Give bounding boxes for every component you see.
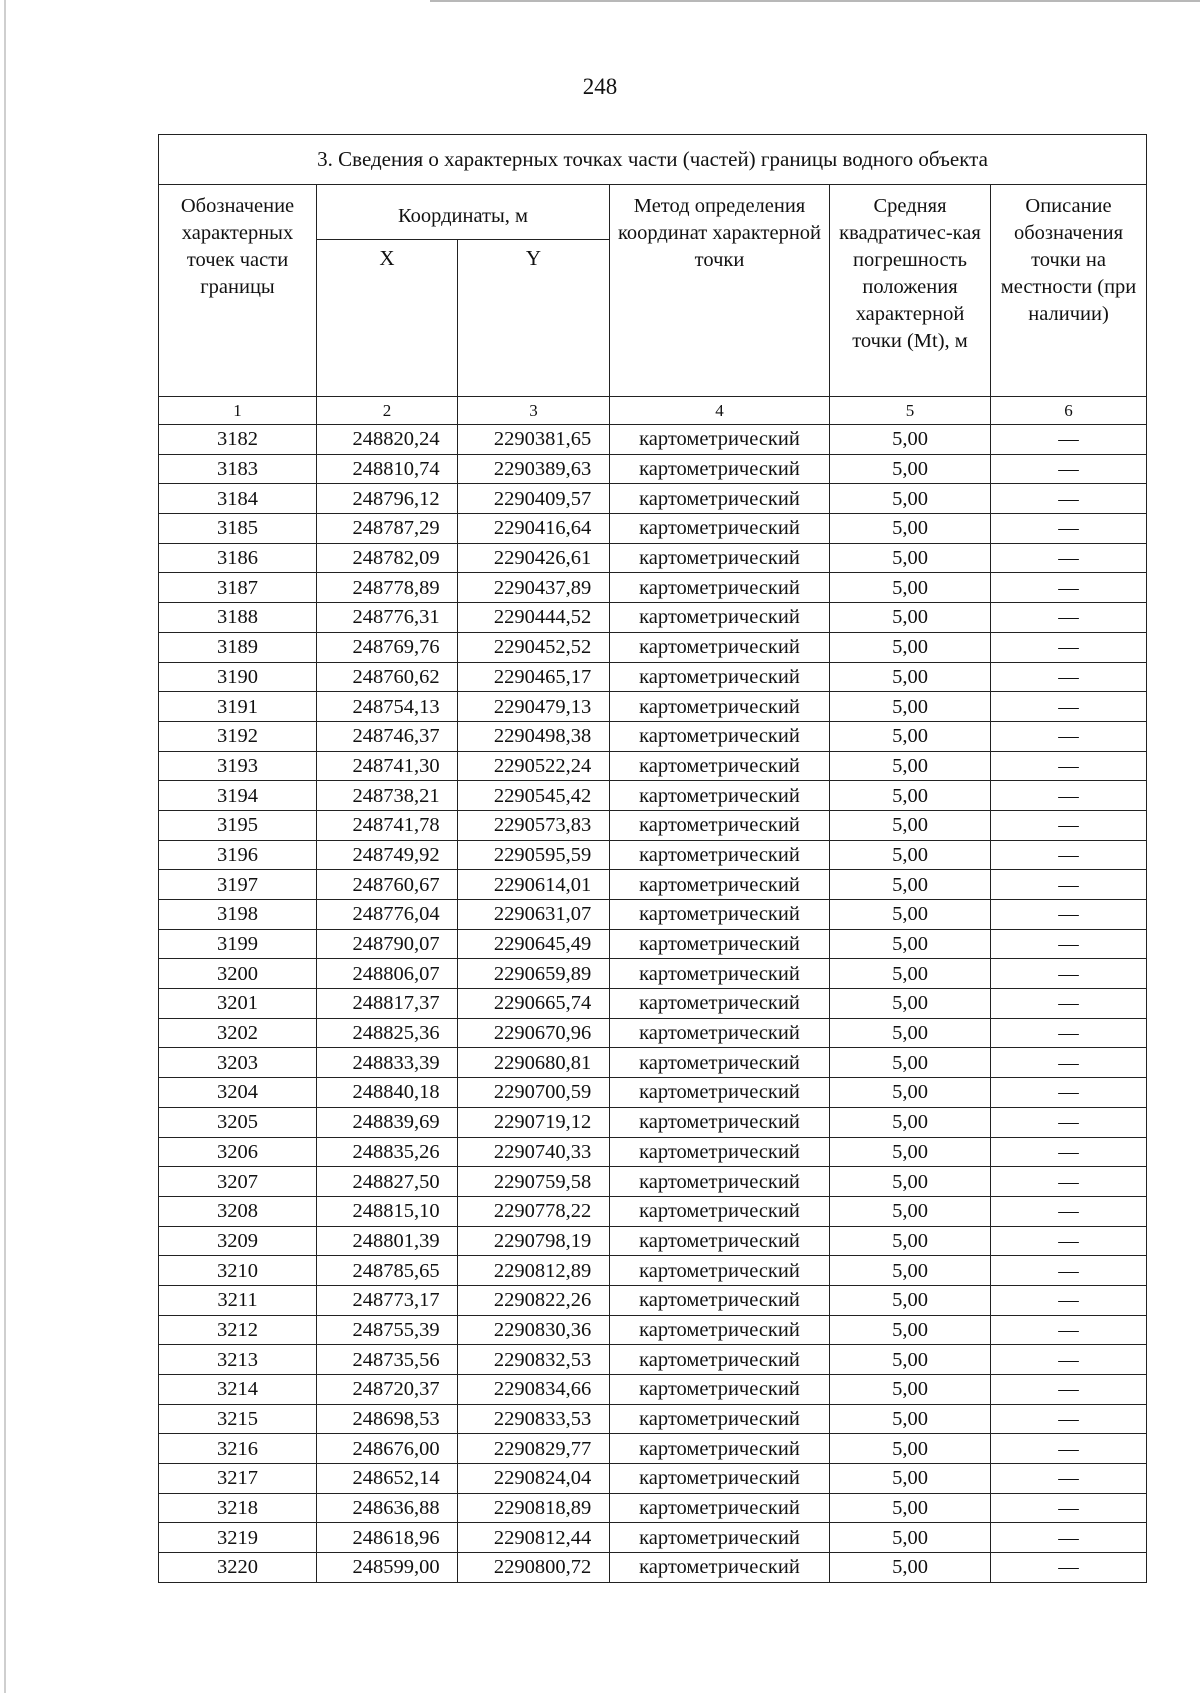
y-coordinate-cell: 2290389,63	[458, 454, 610, 484]
method-cell: картометрический	[610, 1285, 830, 1315]
method-cell: картометрический	[610, 484, 830, 514]
y-coordinate-cell: 2290759,58	[458, 1167, 610, 1197]
description-cell: —	[991, 1256, 1147, 1286]
table-row	[159, 1404, 1147, 1434]
method-cell: картометрический	[610, 1048, 830, 1078]
y-coordinate-cell: 2290829,77	[458, 1434, 610, 1464]
description-cell: —	[991, 1434, 1147, 1464]
point-id-cell: 3186	[159, 543, 317, 573]
description-cell: —	[991, 751, 1147, 781]
x-coordinate-cell: 248839,69	[317, 1107, 458, 1137]
description-cell: —	[991, 840, 1147, 870]
error-cell: 5,00	[830, 1553, 991, 1583]
table-row	[159, 1137, 1147, 1167]
method-cell: картометрический	[610, 1434, 830, 1464]
x-coordinate-cell: 248817,37	[317, 989, 458, 1019]
method-cell: картометрический	[610, 1107, 830, 1137]
description-cell: —	[991, 989, 1147, 1019]
error-cell: 5,00	[830, 1404, 991, 1434]
description-cell: —	[991, 1523, 1147, 1553]
table-row	[159, 1078, 1147, 1108]
error-cell: 5,00	[830, 425, 991, 455]
method-cell: картометрический	[610, 959, 830, 989]
point-id-cell: 3201	[159, 989, 317, 1019]
table-row	[159, 632, 1147, 662]
method-cell: картометрический	[610, 1315, 830, 1345]
y-coordinate-cell: 2290670,96	[458, 1018, 610, 1048]
error-cell: 5,00	[830, 1048, 991, 1078]
method-cell: картометрический	[610, 662, 830, 692]
error-cell: 5,00	[830, 870, 991, 900]
error-cell: 5,00	[830, 1137, 991, 1167]
method-cell: картометрический	[610, 751, 830, 781]
header-coordinates: Координаты, м	[317, 185, 610, 240]
point-id-cell: 3189	[159, 632, 317, 662]
header-designation: Обозначение характерных точек части границы	[159, 185, 317, 397]
method-cell: картометрический	[610, 929, 830, 959]
point-id-cell: 3209	[159, 1226, 317, 1256]
description-cell: —	[991, 1404, 1147, 1434]
y-coordinate-cell: 2290800,72	[458, 1553, 610, 1583]
y-coordinate-cell: 2290595,59	[458, 840, 610, 870]
description-cell: —	[991, 721, 1147, 751]
description-cell: —	[991, 454, 1147, 484]
y-coordinate-cell: 2290834,66	[458, 1375, 610, 1405]
method-cell: картометрический	[610, 900, 830, 930]
point-id-cell: 3219	[159, 1523, 317, 1553]
method-cell: картометрический	[610, 1256, 830, 1286]
error-cell: 5,00	[830, 1256, 991, 1286]
description-cell: —	[991, 1315, 1147, 1345]
point-id-cell: 3183	[159, 454, 317, 484]
point-id-cell: 3195	[159, 810, 317, 840]
description-cell: —	[991, 1137, 1147, 1167]
column-number: 2	[317, 397, 458, 425]
error-cell: 5,00	[830, 1315, 991, 1345]
x-coordinate-cell: 248835,26	[317, 1137, 458, 1167]
table-row	[159, 751, 1147, 781]
x-coordinate-cell: 248741,78	[317, 810, 458, 840]
x-coordinate-cell: 248636,88	[317, 1493, 458, 1523]
error-cell: 5,00	[830, 573, 991, 603]
x-coordinate-cell: 248676,00	[317, 1434, 458, 1464]
x-coordinate-cell: 248790,07	[317, 929, 458, 959]
method-cell: картометрический	[610, 989, 830, 1019]
description-cell: —	[991, 810, 1147, 840]
table-row	[159, 514, 1147, 544]
page-number: 248	[582, 74, 618, 99]
y-coordinate-cell: 2290522,24	[458, 751, 610, 781]
x-coordinate-cell: 248735,56	[317, 1345, 458, 1375]
description-cell: —	[991, 1375, 1147, 1405]
y-coordinate-cell: 2290740,33	[458, 1137, 610, 1167]
description-cell: —	[991, 900, 1147, 930]
point-id-cell: 3185	[159, 514, 317, 544]
x-coordinate-cell: 248840,18	[317, 1078, 458, 1108]
y-coordinate-cell: 2290822,26	[458, 1285, 610, 1315]
table-title: 3. Сведения о характерных точках части (частей) границы водного объекта	[159, 135, 1147, 185]
x-coordinate-cell: 248773,17	[317, 1285, 458, 1315]
error-cell: 5,00	[830, 840, 991, 870]
table-row	[159, 959, 1147, 989]
point-id-cell: 3191	[159, 692, 317, 722]
scan-edge-top	[430, 0, 1200, 2]
method-cell: картометрический	[610, 543, 830, 573]
table-row	[159, 692, 1147, 722]
column-number: 6	[991, 397, 1147, 425]
x-coordinate-cell: 248778,89	[317, 573, 458, 603]
scan-edge-left	[4, 0, 6, 1693]
method-cell: картометрический	[610, 1523, 830, 1553]
table-row	[159, 1226, 1147, 1256]
table-row	[159, 1345, 1147, 1375]
y-coordinate-cell: 2290452,52	[458, 632, 610, 662]
point-id-cell: 3187	[159, 573, 317, 603]
error-cell: 5,00	[830, 1434, 991, 1464]
point-id-cell: 3205	[159, 1107, 317, 1137]
x-coordinate-cell: 248806,07	[317, 959, 458, 989]
point-id-cell: 3198	[159, 900, 317, 930]
description-cell: —	[991, 1285, 1147, 1315]
y-coordinate-cell: 2290818,89	[458, 1493, 610, 1523]
error-cell: 5,00	[830, 1018, 991, 1048]
y-coordinate-cell: 2290437,89	[458, 573, 610, 603]
y-coordinate-cell: 2290614,01	[458, 870, 610, 900]
error-cell: 5,00	[830, 662, 991, 692]
description-cell: —	[991, 1196, 1147, 1226]
x-coordinate-cell: 248801,39	[317, 1226, 458, 1256]
y-coordinate-cell: 2290824,04	[458, 1464, 610, 1494]
description-cell: —	[991, 662, 1147, 692]
point-id-cell: 3197	[159, 870, 317, 900]
y-coordinate-cell: 2290778,22	[458, 1196, 610, 1226]
y-coordinate-cell: 2290700,59	[458, 1078, 610, 1108]
x-coordinate-cell: 248769,76	[317, 632, 458, 662]
table-row	[159, 1434, 1147, 1464]
point-id-cell: 3188	[159, 603, 317, 633]
header-error: Средняя квадратичес-кая погрешность положения характерной точки (Mt), м	[830, 185, 991, 397]
table-row	[159, 1375, 1147, 1405]
error-cell: 5,00	[830, 989, 991, 1019]
x-coordinate-cell: 248746,37	[317, 721, 458, 751]
description-cell: —	[991, 484, 1147, 514]
description-cell: —	[991, 514, 1147, 544]
method-cell: картометрический	[610, 810, 830, 840]
x-coordinate-cell: 248652,14	[317, 1464, 458, 1494]
column-number: 3	[458, 397, 610, 425]
description-cell: —	[991, 929, 1147, 959]
x-coordinate-cell: 248749,92	[317, 840, 458, 870]
point-id-cell: 3215	[159, 1404, 317, 1434]
error-cell: 5,00	[830, 721, 991, 751]
error-cell: 5,00	[830, 692, 991, 722]
error-cell: 5,00	[830, 781, 991, 811]
y-coordinate-cell: 2290465,17	[458, 662, 610, 692]
y-coordinate-cell: 2290416,64	[458, 514, 610, 544]
method-cell: картометрический	[610, 1493, 830, 1523]
description-cell: —	[991, 1078, 1147, 1108]
description-cell: —	[991, 603, 1147, 633]
header-method: Метод определения координат характерной точки	[610, 185, 830, 397]
boundary-points-table	[158, 134, 1147, 1583]
description-cell: —	[991, 573, 1147, 603]
table-row	[159, 929, 1147, 959]
error-cell: 5,00	[830, 1375, 991, 1405]
y-coordinate-cell: 2290719,12	[458, 1107, 610, 1137]
method-cell: картометрический	[610, 1018, 830, 1048]
y-coordinate-cell: 2290659,89	[458, 959, 610, 989]
point-id-cell: 3203	[159, 1048, 317, 1078]
x-coordinate-cell: 248820,24	[317, 425, 458, 455]
description-cell: —	[991, 1493, 1147, 1523]
y-coordinate-cell: 2290409,57	[458, 484, 610, 514]
description-cell: —	[991, 1107, 1147, 1137]
description-cell: —	[991, 1226, 1147, 1256]
method-cell: картометрический	[610, 603, 830, 633]
y-coordinate-cell: 2290498,38	[458, 721, 610, 751]
error-cell: 5,00	[830, 1196, 991, 1226]
y-coordinate-cell: 2290830,36	[458, 1315, 610, 1345]
method-cell: картометрический	[610, 840, 830, 870]
x-coordinate-cell: 248738,21	[317, 781, 458, 811]
description-cell: —	[991, 1018, 1147, 1048]
column-number: 4	[610, 397, 830, 425]
method-cell: картометрический	[610, 781, 830, 811]
table-row	[159, 989, 1147, 1019]
description-cell: —	[991, 870, 1147, 900]
x-coordinate-cell: 248815,10	[317, 1196, 458, 1226]
method-cell: картометрический	[610, 870, 830, 900]
error-cell: 5,00	[830, 1226, 991, 1256]
y-coordinate-cell: 2290426,61	[458, 543, 610, 573]
point-id-cell: 3211	[159, 1285, 317, 1315]
point-id-cell: 3217	[159, 1464, 317, 1494]
header-description: Описание обозначения точки на местности (при наличии)	[991, 185, 1147, 397]
error-cell: 5,00	[830, 603, 991, 633]
table-row	[159, 1167, 1147, 1197]
table-row	[159, 484, 1147, 514]
method-cell: картометрический	[610, 1167, 830, 1197]
description-cell: —	[991, 781, 1147, 811]
x-coordinate-cell: 248755,39	[317, 1315, 458, 1345]
table-row	[159, 1196, 1147, 1226]
table-row	[159, 781, 1147, 811]
description-cell: —	[991, 632, 1147, 662]
table-row	[159, 721, 1147, 751]
point-id-cell: 3182	[159, 425, 317, 455]
point-id-cell: 3218	[159, 1493, 317, 1523]
y-coordinate-cell: 2290812,44	[458, 1523, 610, 1553]
header-x: X	[317, 240, 458, 397]
table-row	[159, 1553, 1147, 1583]
point-id-cell: 3214	[159, 1375, 317, 1405]
table-row	[159, 1493, 1147, 1523]
method-cell: картометрический	[610, 721, 830, 751]
method-cell: картометрический	[610, 425, 830, 455]
point-id-cell: 3210	[159, 1256, 317, 1286]
table-row	[159, 870, 1147, 900]
point-id-cell: 3220	[159, 1553, 317, 1583]
table-row	[159, 662, 1147, 692]
description-cell: —	[991, 1464, 1147, 1494]
y-coordinate-cell: 2290631,07	[458, 900, 610, 930]
y-coordinate-cell: 2290833,53	[458, 1404, 610, 1434]
error-cell: 5,00	[830, 1464, 991, 1494]
table-row	[159, 840, 1147, 870]
x-coordinate-cell: 248760,62	[317, 662, 458, 692]
y-coordinate-cell: 2290545,42	[458, 781, 610, 811]
column-number: 5	[830, 397, 991, 425]
error-cell: 5,00	[830, 1523, 991, 1553]
x-coordinate-cell: 248776,31	[317, 603, 458, 633]
error-cell: 5,00	[830, 1078, 991, 1108]
table-row	[159, 454, 1147, 484]
y-coordinate-cell: 2290812,89	[458, 1256, 610, 1286]
description-cell: —	[991, 1167, 1147, 1197]
point-id-cell: 3193	[159, 751, 317, 781]
point-id-cell: 3213	[159, 1345, 317, 1375]
table-row	[159, 1107, 1147, 1137]
method-cell: картометрический	[610, 1464, 830, 1494]
point-id-cell: 3204	[159, 1078, 317, 1108]
table-row	[159, 1523, 1147, 1553]
point-id-cell: 3207	[159, 1167, 317, 1197]
table-row	[159, 543, 1147, 573]
method-cell: картометрический	[610, 1375, 830, 1405]
method-cell: картометрический	[610, 1196, 830, 1226]
y-coordinate-cell: 2290680,81	[458, 1048, 610, 1078]
x-coordinate-cell: 248825,36	[317, 1018, 458, 1048]
point-id-cell: 3216	[159, 1434, 317, 1464]
x-coordinate-cell: 248833,39	[317, 1048, 458, 1078]
table-row	[159, 1315, 1147, 1345]
method-cell: картометрический	[610, 632, 830, 662]
y-coordinate-cell: 2290798,19	[458, 1226, 610, 1256]
table-row	[159, 573, 1147, 603]
error-cell: 5,00	[830, 514, 991, 544]
point-id-cell: 3199	[159, 929, 317, 959]
x-coordinate-cell: 248741,30	[317, 751, 458, 781]
table-body	[159, 425, 1147, 1583]
method-cell: картометрический	[610, 1345, 830, 1375]
x-coordinate-cell: 248754,13	[317, 692, 458, 722]
x-coordinate-cell: 248787,29	[317, 514, 458, 544]
x-coordinate-cell: 248599,00	[317, 1553, 458, 1583]
point-id-cell: 3212	[159, 1315, 317, 1345]
point-id-cell: 3192	[159, 721, 317, 751]
method-cell: картометрический	[610, 1137, 830, 1167]
error-cell: 5,00	[830, 484, 991, 514]
y-coordinate-cell: 2290479,13	[458, 692, 610, 722]
x-coordinate-cell: 248782,09	[317, 543, 458, 573]
table-row	[159, 1048, 1147, 1078]
y-coordinate-cell: 2290573,83	[458, 810, 610, 840]
method-cell: картометрический	[610, 1553, 830, 1583]
method-cell: картометрический	[610, 1404, 830, 1434]
error-cell: 5,00	[830, 1285, 991, 1315]
x-coordinate-cell: 248776,04	[317, 900, 458, 930]
table-row	[159, 810, 1147, 840]
x-coordinate-cell: 248618,96	[317, 1523, 458, 1553]
point-id-cell: 3184	[159, 484, 317, 514]
table-row	[159, 1256, 1147, 1286]
point-id-cell: 3206	[159, 1137, 317, 1167]
y-coordinate-cell: 2290444,52	[458, 603, 610, 633]
y-coordinate-cell: 2290832,53	[458, 1345, 610, 1375]
error-cell: 5,00	[830, 1107, 991, 1137]
table-row	[159, 1018, 1147, 1048]
x-coordinate-cell: 248785,65	[317, 1256, 458, 1286]
method-cell: картометрический	[610, 573, 830, 603]
description-cell: —	[991, 543, 1147, 573]
method-cell: картометрический	[610, 1078, 830, 1108]
description-cell: —	[991, 959, 1147, 989]
error-cell: 5,00	[830, 959, 991, 989]
x-coordinate-cell: 248760,67	[317, 870, 458, 900]
point-id-cell: 3202	[159, 1018, 317, 1048]
method-cell: картометрический	[610, 1226, 830, 1256]
description-cell: —	[991, 692, 1147, 722]
description-cell: —	[991, 1048, 1147, 1078]
table-row	[159, 1285, 1147, 1315]
method-cell: картометрический	[610, 454, 830, 484]
method-cell: картометрический	[610, 514, 830, 544]
point-id-cell: 3194	[159, 781, 317, 811]
x-coordinate-cell: 248720,37	[317, 1375, 458, 1405]
y-coordinate-cell: 2290645,49	[458, 929, 610, 959]
header-y: Y	[458, 240, 610, 397]
x-coordinate-cell: 248698,53	[317, 1404, 458, 1434]
table-row	[159, 900, 1147, 930]
point-id-cell: 3208	[159, 1196, 317, 1226]
error-cell: 5,00	[830, 1167, 991, 1197]
y-coordinate-cell: 2290665,74	[458, 989, 610, 1019]
error-cell: 5,00	[830, 454, 991, 484]
column-numbers-row	[159, 397, 1147, 425]
error-cell: 5,00	[830, 929, 991, 959]
x-coordinate-cell: 248796,12	[317, 484, 458, 514]
error-cell: 5,00	[830, 632, 991, 662]
error-cell: 5,00	[830, 900, 991, 930]
method-cell: картометрический	[610, 692, 830, 722]
point-id-cell: 3200	[159, 959, 317, 989]
description-cell: —	[991, 1553, 1147, 1583]
error-cell: 5,00	[830, 543, 991, 573]
error-cell: 5,00	[830, 751, 991, 781]
x-coordinate-cell: 248810,74	[317, 454, 458, 484]
column-number: 1	[159, 397, 317, 425]
description-cell: —	[991, 1345, 1147, 1375]
y-coordinate-cell: 2290381,65	[458, 425, 610, 455]
error-cell: 5,00	[830, 1345, 991, 1375]
point-id-cell: 3190	[159, 662, 317, 692]
description-cell: —	[991, 425, 1147, 455]
error-cell: 5,00	[830, 810, 991, 840]
table-row	[159, 603, 1147, 633]
error-cell: 5,00	[830, 1493, 991, 1523]
point-id-cell: 3196	[159, 840, 317, 870]
x-coordinate-cell: 248827,50	[317, 1167, 458, 1197]
table-row	[159, 425, 1147, 455]
table-row	[159, 1464, 1147, 1494]
